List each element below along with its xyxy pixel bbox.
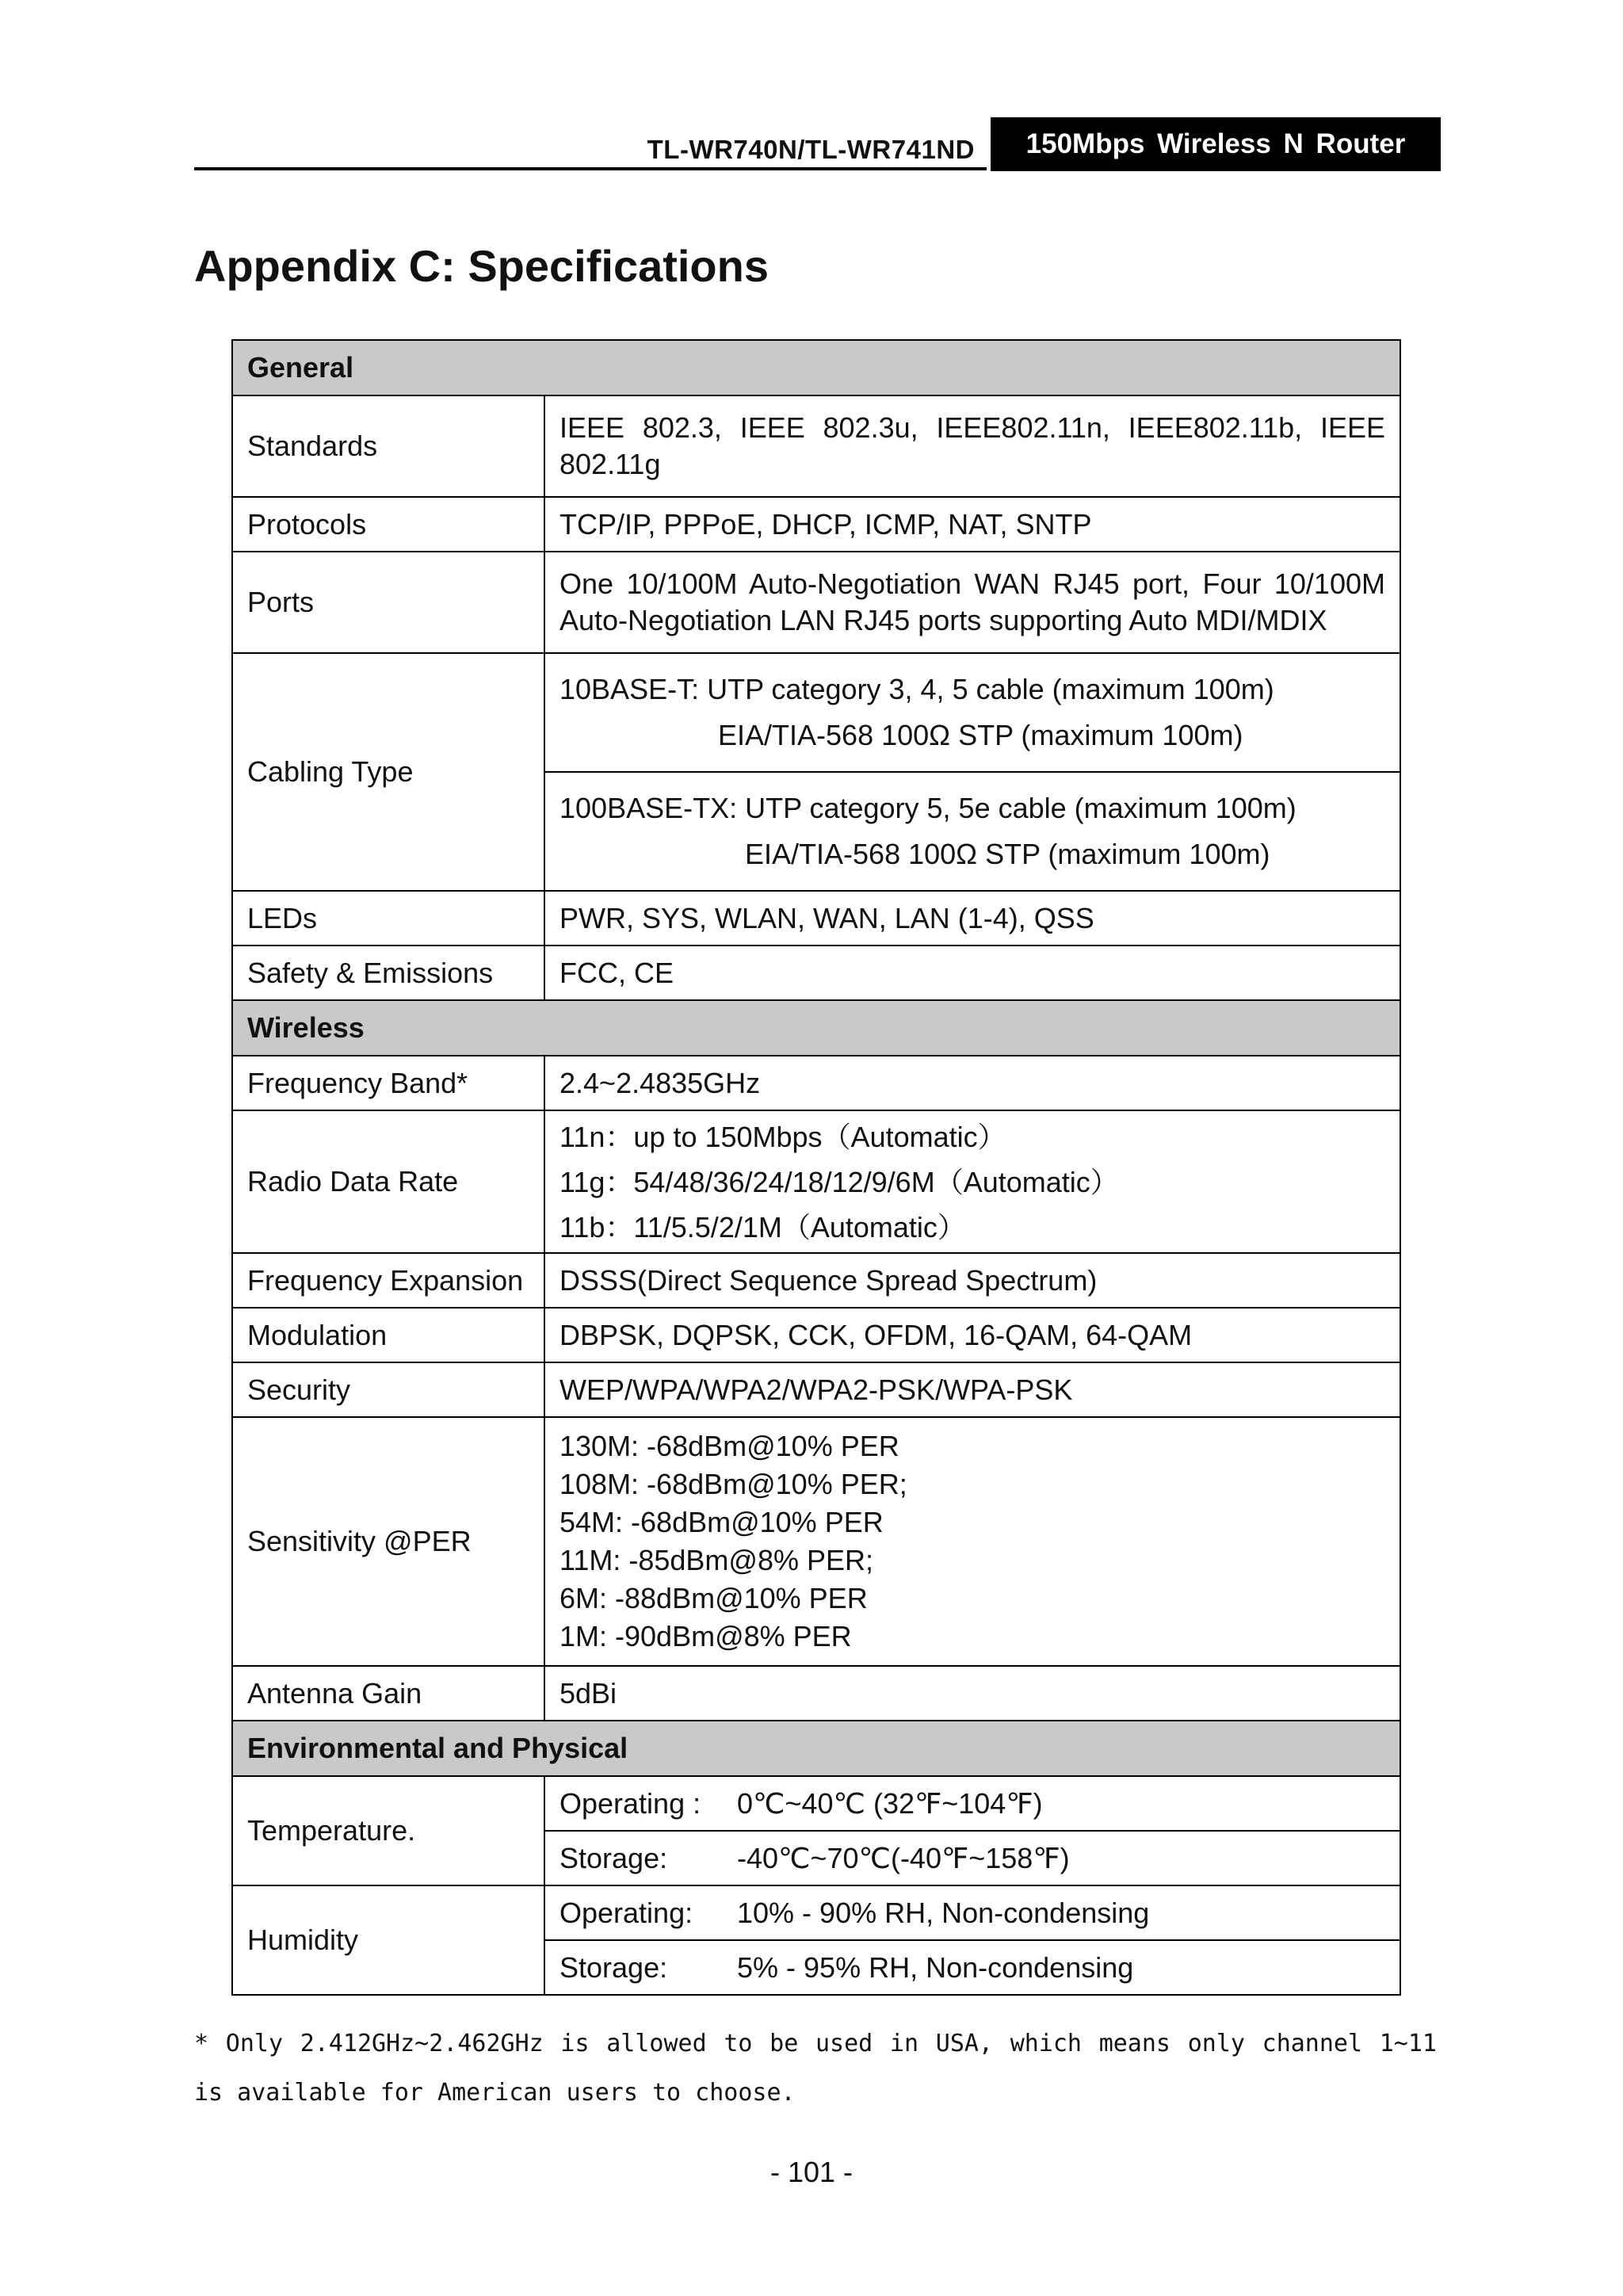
spec-value-100base-tx: [544, 772, 1400, 891]
spec-value: 2.4~2.4835GHz: [544, 1056, 1400, 1110]
footnote: * Only 2.412GHz~2.462GHz is allowed to be used in USA, which means only channel 1~11 is available for American users to choose.: [194, 2030, 1437, 2107]
section-heading: General: [232, 340, 1400, 395]
spec-label: Ports: [232, 552, 544, 653]
header-model: TL-WR740N/TL-WR741ND: [647, 135, 975, 164]
env-key: Operating:: [559, 1896, 693, 1929]
table-row: [232, 1056, 1400, 1110]
table-row: [232, 891, 1400, 946]
specifications-table: [231, 339, 1401, 1996]
rate-line: 11g：54/48/36/24/18/12/9/6M（Automatic）: [559, 1165, 1119, 1198]
header-product-banner: [991, 117, 1441, 171]
cable-line: 100BASE-TX: UTP category 5, 5e cable (maximum 100m): [559, 792, 1296, 824]
spec-label: Cabling Type: [232, 653, 544, 891]
spec-value: [544, 1831, 1400, 1885]
table-row: [232, 1110, 1400, 1253]
spec-value: [544, 1417, 1400, 1666]
env-value: 10% - 90% RH, Non-condensing: [737, 1896, 1150, 1929]
spec-label: LEDs: [232, 891, 544, 946]
header-banner-separator: [987, 117, 991, 171]
table-row: [232, 1308, 1400, 1362]
spec-label: Modulation: [232, 1308, 544, 1362]
spec-value: DBPSK, DQPSK, CCK, OFDM, 16-QAM, 64-QAM: [544, 1308, 1400, 1362]
section-row-environmental: [232, 1721, 1400, 1776]
sensitivity-line: 11M: -85dBm@8% PER;: [559, 1544, 874, 1576]
env-value: 0℃~40℃ (32℉~104℉): [737, 1786, 1043, 1820]
spec-label: Security: [232, 1362, 544, 1417]
header-product: 150Mbps Wireless N Router: [1025, 128, 1406, 159]
header-rule: [194, 167, 987, 170]
table-row: [232, 552, 1400, 653]
table-row: [232, 1666, 1400, 1721]
table-row: [232, 946, 1400, 1000]
sensitivity-line: 130M: -68dBm@10% PER: [559, 1430, 899, 1462]
spec-label: Protocols: [232, 497, 544, 552]
spec-value: WEP/WPA/WPA2/WPA2-PSK/WPA-PSK: [544, 1362, 1400, 1417]
spec-value: 5dBi: [544, 1666, 1400, 1721]
page-title: Appendix C: Specifications: [194, 241, 769, 291]
spec-value: DSSS(Direct Sequence Spread Spectrum): [544, 1253, 1400, 1308]
table-row: [232, 395, 1400, 497]
cable-line: EIA/TIA-568 100Ω STP (maximum 100m): [745, 838, 1270, 870]
spec-label: Temperature.: [232, 1776, 544, 1885]
cable-line: 10BASE-T: UTP category 3, 4, 5 cable (maximum 100m): [559, 673, 1274, 705]
spec-value: [544, 1885, 1400, 1940]
page-number: - 101 -: [769, 2156, 854, 2188]
table-row: [232, 1253, 1400, 1308]
sensitivity-line: 54M: -68dBm@10% PER: [559, 1506, 884, 1538]
section-row-wireless: [232, 1000, 1400, 1056]
sensitivity-line: 6M: -88dBm@10% PER: [559, 1582, 868, 1614]
spec-label: Sensitivity @PER: [232, 1417, 544, 1666]
sensitivity-line: 1M: -90dBm@8% PER: [559, 1620, 852, 1652]
spec-value: IEEE 802.3, IEEE 802.3u, IEEE802.11n, IEEE802.11b, IEEE 802.11g: [544, 395, 1400, 497]
spec-label: Frequency Band*: [232, 1056, 544, 1110]
table-row: [232, 1776, 1400, 1831]
cable-line: EIA/TIA-568 100Ω STP (maximum 100m): [718, 719, 1243, 751]
env-value: 5% - 95% RH, Non-condensing: [737, 1950, 1134, 1984]
rate-line: 11b：11/5.5/2/1M（Automatic）: [559, 1210, 966, 1244]
table-row: [232, 1362, 1400, 1417]
spec-label: Frequency Expansion: [232, 1253, 544, 1308]
table-row: [232, 1885, 1400, 1940]
spec-label: Humidity: [232, 1885, 544, 1995]
table-row: [232, 497, 1400, 552]
env-key: Storage:: [559, 1950, 668, 1984]
spec-value: One 10/100M Auto-Negotiation WAN RJ45 port, Four 10/100M Auto-Negotiation LAN RJ45 ports supporting Auto MDI/MDIX: [544, 552, 1400, 653]
spec-value: [544, 1940, 1400, 1995]
spec-value: PWR, SYS, WLAN, WAN, LAN (1-4), QSS: [544, 891, 1400, 946]
spec-value: [544, 1110, 1400, 1253]
env-key: Storage:: [559, 1841, 668, 1874]
spec-label: Standards: [232, 395, 544, 497]
spec-label: Radio Data Rate: [232, 1110, 544, 1253]
spec-value: FCC, CE: [544, 946, 1400, 1000]
spec-label: Safety & Emissions: [232, 946, 544, 1000]
env-key: Operating :: [559, 1786, 701, 1820]
spec-value: [544, 1776, 1400, 1831]
section-row-general: [232, 340, 1400, 395]
table-row: [232, 653, 1400, 772]
section-heading: Wireless: [232, 1000, 1400, 1056]
section-heading: Environmental and Physical: [232, 1721, 1400, 1776]
spec-value-10base-t: [544, 653, 1400, 772]
env-value: -40℃~70℃(-40℉~158℉): [737, 1841, 1070, 1874]
rate-line: 11n：up to 150Mbps（Automatic）: [559, 1120, 1006, 1153]
spec-label: Antenna Gain: [232, 1666, 544, 1721]
sensitivity-line: 108M: -68dBm@10% PER;: [559, 1468, 907, 1500]
spec-value: TCP/IP, PPPoE, DHCP, ICMP, NAT, SNTP: [544, 497, 1400, 552]
table-row: [232, 1417, 1400, 1666]
